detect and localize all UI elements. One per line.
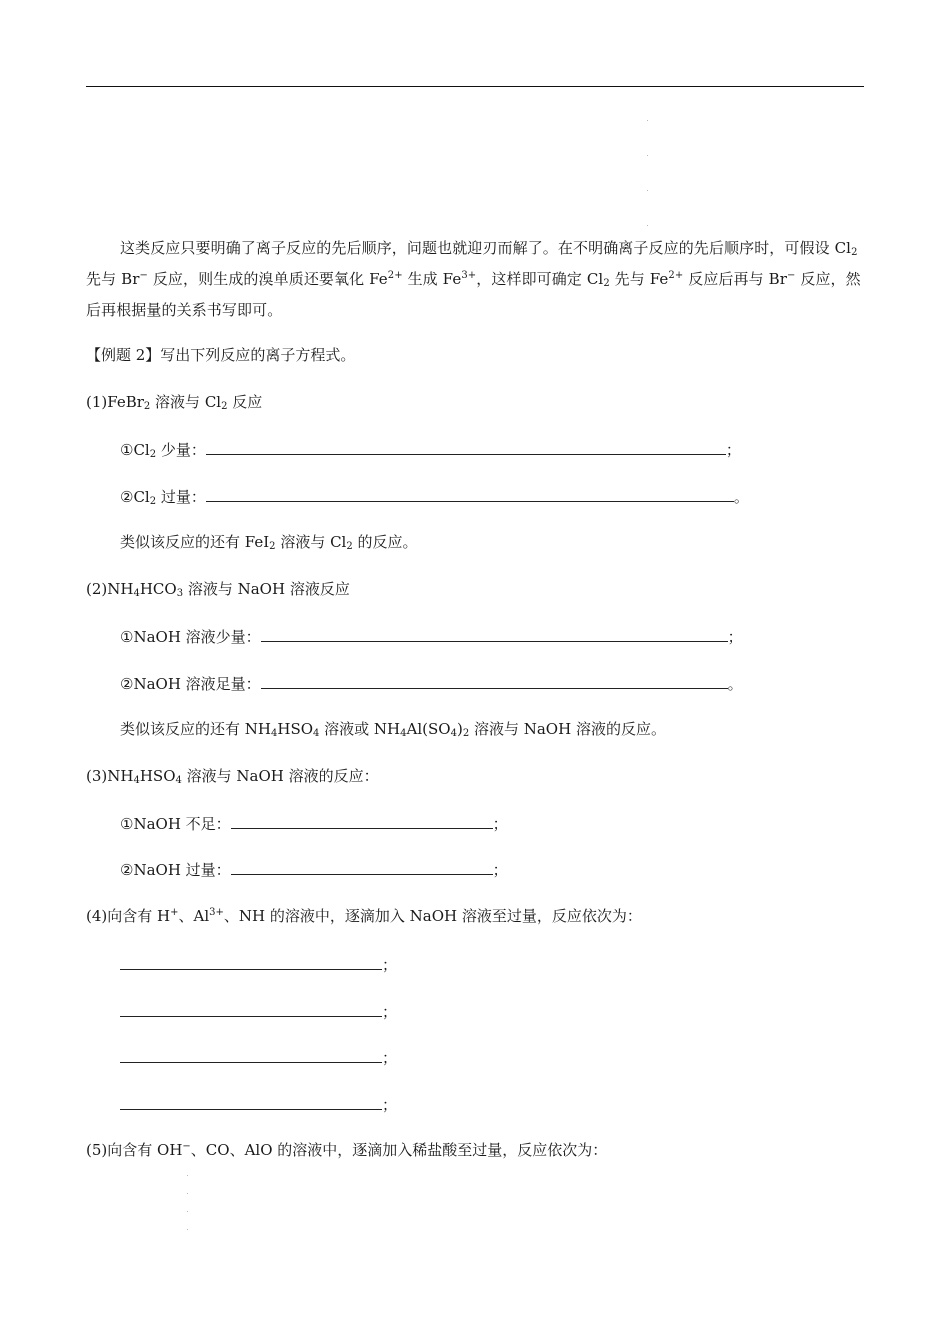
question-2-note: 类似该反应的还有 $NH_4HSO_4$ 溶液或 $NH_4Al(SO_4)_2$ 溶液与 NaOH 溶液的反应。 — [120, 720, 666, 739]
answer-blank[interactable] — [120, 1001, 382, 1017]
intro-paragraph: 这类反应只要明确了离子反应的先后顺序，问题也就迎刃而解了。在不明确离子反应的先后顺序时，可假设 $Cl_2$ 先与 Br− 反应，则生成的溴单质还要氧化 $Fe^{2+}$ 生成 $Fe^{3+}$，这样即可确定 $Cl_2$ 先与 $Fe^{2+}$ 反应后再与 Br− 反应，然后再根据量的关系书写即可。 — [86, 239, 861, 319]
question-1-answer-2: $②Cl_2$ 过量： 。 — [120, 488, 749, 507]
question-2-answer-2: ②NaOH 溶液足量： 。 — [120, 675, 743, 693]
question-3-heading: $(3)NH_4HSO_4$ 溶液与 NaOH 溶液的反应： — [86, 767, 379, 786]
answer-blank[interactable] — [206, 439, 726, 455]
header-rule — [86, 86, 864, 87]
answer-blank[interactable] — [120, 1047, 382, 1063]
answer-blank[interactable] — [261, 626, 728, 642]
stray-dot — [647, 120, 648, 121]
stray-dot — [647, 155, 648, 156]
question-1-note: 类似该反应的还有 FeI$_2$ 溶液与 $Cl_2$ 的反应。 — [120, 533, 418, 552]
stray-dot — [187, 1193, 188, 1194]
answer-blank[interactable] — [231, 813, 493, 829]
question-4-answer-3: ； — [120, 1047, 397, 1068]
stray-dot — [187, 1229, 188, 1230]
stray-dot — [647, 190, 648, 191]
question-5-heading: (5)向含有 OH−、CO、AlO 的溶液中，逐滴加入稀盐酸至过量，反应依次为： — [86, 1141, 608, 1159]
question-4-answer-2: ； — [120, 1001, 397, 1022]
answer-blank[interactable] — [120, 1094, 382, 1110]
example-title: 【例题 2】写出下列反应的离子方程式。 — [86, 346, 356, 364]
question-4-answer-4: ； — [120, 1094, 397, 1115]
question-4-heading: (4)向含有 H+、$Al^{3+}$、NH 的溶液中，逐滴加入 NaOH 溶液至过量，反应依次为： — [86, 907, 642, 925]
answer-blank[interactable] — [231, 859, 493, 875]
answer-blank[interactable] — [206, 486, 734, 502]
answer-blank[interactable] — [261, 673, 728, 689]
stray-dot — [647, 225, 648, 226]
question-3-answer-2: ②NaOH 过量： ； — [120, 861, 508, 879]
question-4-answer-1: ； — [120, 954, 397, 975]
question-3-answer-1: ①NaOH 不足： ； — [120, 815, 508, 833]
question-2-heading: $(2)NH_4HCO_3$ 溶液与 NaOH 溶液反应 — [86, 580, 350, 599]
answer-blank[interactable] — [120, 954, 382, 970]
question-2-answer-1: ①NaOH 溶液少量： ； — [120, 628, 743, 646]
stray-dot — [187, 1211, 188, 1212]
stray-dot — [187, 1175, 188, 1176]
question-1-answer-1: $①Cl_2$ 少量： ； — [120, 441, 741, 460]
question-1-heading: (1)FeBr$_2$ 溶液与 $Cl_2$ 反应 — [86, 393, 263, 412]
